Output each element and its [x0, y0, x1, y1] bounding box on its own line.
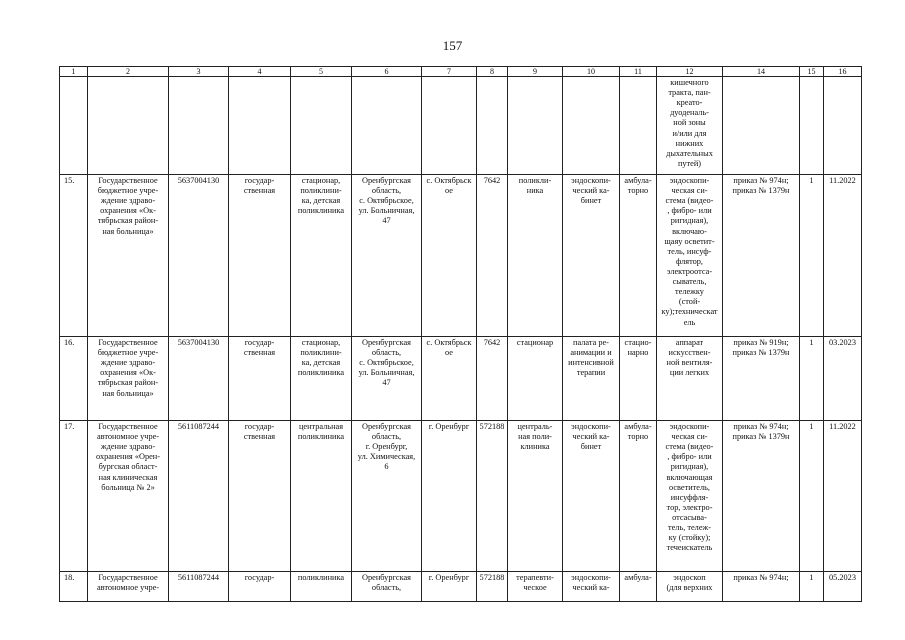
- table-cell: [88, 77, 169, 175]
- column-number: 6: [352, 67, 422, 77]
- table-cell: [563, 421, 620, 572]
- column-number: 9: [508, 67, 563, 77]
- cell-text: кишечного тракта, пан- креато- дуоденаль- ной зоны и/или для нижних дыхательных путей): [666, 78, 713, 168]
- table-cell: [229, 77, 291, 175]
- table-row: [60, 175, 862, 337]
- cell-text: 5611087244: [177, 573, 220, 582]
- table-cell: [229, 175, 291, 337]
- cell-text: эндоскопи- ческая си- стема (видео- , фибро- или ригидная), включаю- щаяу осветит- тель, инсуф- флятор, электроотса- сыватель, тележку (стой- ку);техническат ель: [661, 176, 718, 327]
- table-cell: [477, 337, 508, 421]
- table-cell: [508, 421, 563, 572]
- table-row: [60, 421, 862, 572]
- cell-text: 572188: [479, 422, 505, 431]
- table-cell: [477, 175, 508, 337]
- cell-text: стационар, поликлини- ка, детская поликлиника: [297, 176, 345, 216]
- column-number: 4: [229, 67, 291, 77]
- cell-text: амбула- торно: [624, 176, 652, 196]
- table-cell: [229, 421, 291, 572]
- column-number: 5: [291, 67, 352, 77]
- table-cell: [352, 77, 422, 175]
- table-cell: [824, 337, 862, 421]
- table-cell: [291, 337, 352, 421]
- table-cell: [620, 572, 657, 602]
- table-cell: [620, 175, 657, 337]
- table-cell: [508, 337, 563, 421]
- cell-text: терапевти- ческое: [516, 573, 554, 593]
- table-cell: [352, 572, 422, 602]
- table-cell: [477, 77, 508, 175]
- cell-text: 03.2023: [829, 338, 856, 347]
- column-number: 7: [422, 67, 477, 77]
- cell-text: государ-: [244, 573, 275, 582]
- cell-text: стационар, поликлини- ка, детская поликлиника: [297, 338, 345, 378]
- cell-text: аппарат искусствен- ной вентиля- ции легких: [666, 338, 713, 378]
- table-cell: [169, 337, 229, 421]
- cell-text: Государственное бюджетное учре- ждение здраво- охранения «Ок- тябрьская район- ная больница»: [97, 176, 159, 236]
- cell-text: централь- ная поли- клиника: [517, 422, 553, 452]
- table-cell: [169, 77, 229, 175]
- table-cell: [422, 175, 477, 337]
- table-cell: [723, 77, 800, 175]
- table-cell: [657, 421, 723, 572]
- table-cell: [620, 77, 657, 175]
- cell-text: приказ № 974н;: [733, 573, 789, 582]
- table-cell: [723, 572, 800, 602]
- table-cell: [824, 175, 862, 337]
- column-number: 8: [477, 67, 508, 77]
- table-cell: [800, 421, 824, 572]
- cell-text: стационар: [516, 338, 554, 347]
- cell-text: 7642: [483, 338, 501, 347]
- column-number: 3: [169, 67, 229, 77]
- cell-text: эндоскоп (для верхних: [666, 573, 713, 593]
- column-number: 2: [88, 67, 169, 77]
- table-cell: [352, 421, 422, 572]
- cell-text: 05.2023: [829, 573, 856, 582]
- column-number: 14: [723, 67, 800, 77]
- table-cell: [824, 421, 862, 572]
- column-number: 11: [620, 67, 657, 77]
- table-cell: [422, 572, 477, 602]
- table-cell: [657, 175, 723, 337]
- cell-text: 11.2022: [829, 422, 856, 431]
- cell-text: 1: [809, 338, 814, 347]
- table-cell: [291, 421, 352, 572]
- cell-text: 572188: [479, 573, 505, 582]
- cell-text: Оренбургская область, г. Оренбург, ул. Химическая, 6: [357, 422, 416, 472]
- cell-text: эндоскопи- ческий ка- бинет: [571, 422, 611, 452]
- table-cell: [620, 337, 657, 421]
- cell-text: амбула- торно: [624, 422, 652, 442]
- cell-text: 17.: [64, 422, 75, 431]
- table-cell: [352, 337, 422, 421]
- table-cell: [563, 337, 620, 421]
- table-cell: [169, 572, 229, 602]
- table-cell: [169, 421, 229, 572]
- cell-text: 18.: [64, 573, 75, 582]
- page-number: 157: [442, 38, 463, 53]
- table-cell: [88, 175, 169, 337]
- cell-text: 5611087244: [177, 422, 220, 431]
- table-cell: [824, 572, 862, 602]
- cell-text: Государственное автономное учре- ждение здраво- охранения «Орен- бургская област- ная клиническая больница № 2»: [96, 422, 160, 492]
- cell-text: поликлиника: [297, 573, 345, 582]
- cell-text: эндоскопи- ческий ка- бинет: [571, 176, 611, 206]
- table-cell: [563, 175, 620, 337]
- column-number: 1: [60, 67, 88, 77]
- cell-text: стацио- нарно: [624, 338, 652, 358]
- table-cell: [723, 337, 800, 421]
- registry-table: [59, 66, 862, 602]
- table-row: [60, 337, 862, 421]
- cell-text: приказ № 919н; приказ № 1379н: [732, 338, 790, 358]
- table-cell: [657, 77, 723, 175]
- table-cell: [657, 337, 723, 421]
- table-cell: [60, 175, 88, 337]
- cell-text: амбула-: [624, 573, 652, 582]
- cell-text: приказ № 974н; приказ № 1379н: [732, 422, 790, 442]
- table-cell: [477, 421, 508, 572]
- table-cell: [60, 77, 88, 175]
- table-cell: [229, 337, 291, 421]
- cell-text: Оренбургская область, с. Октябрьское, ул. Больничная, 47: [358, 176, 415, 226]
- table-row: [60, 77, 862, 175]
- cell-text: 5637004130: [177, 176, 220, 185]
- cell-text: Государственное бюджетное учре- ждение здраво- охранения «Ок- тябрьская район- ная больница»: [97, 338, 159, 398]
- cell-text: 16.: [64, 338, 75, 347]
- cell-text: центральная поликлиника: [297, 422, 345, 442]
- table-cell: [60, 572, 88, 602]
- column-number-row: [60, 67, 862, 77]
- cell-text: 1: [809, 176, 814, 185]
- table-cell: [169, 175, 229, 337]
- cell-text: 11.2022: [829, 176, 856, 185]
- cell-text: 5637004130: [177, 338, 220, 347]
- table-cell: [508, 175, 563, 337]
- cell-text: палата ре- анимации и интенсивной терапии: [568, 338, 614, 378]
- table-cell: [800, 77, 824, 175]
- cell-text: приказ № 974н; приказ № 1379н: [732, 176, 790, 196]
- table-cell: [477, 572, 508, 602]
- table-cell: [563, 572, 620, 602]
- table-cell: [800, 572, 824, 602]
- table-cell: [800, 175, 824, 337]
- cell-text: с. Октябрьск ое: [426, 338, 472, 358]
- cell-text: Оренбургская область, с. Октябрьское, ул. Больничная, 47: [358, 338, 415, 388]
- table-cell: [88, 421, 169, 572]
- cell-text: 1: [809, 422, 814, 431]
- table-cell: [422, 337, 477, 421]
- cell-text: государ- ственная: [243, 176, 276, 196]
- cell-text: 1: [809, 573, 814, 582]
- table-cell: [88, 572, 169, 602]
- cell-text: 15.: [64, 176, 75, 185]
- table-cell: [508, 77, 563, 175]
- table-cell: [563, 77, 620, 175]
- table-cell: [422, 77, 477, 175]
- cell-text: эндоскопи- ческий ка-: [571, 573, 611, 593]
- column-number: 12: [657, 67, 723, 77]
- cell-text: поликли- ника: [518, 176, 552, 196]
- table-cell: [291, 77, 352, 175]
- table-cell: [291, 175, 352, 337]
- table-cell: [620, 421, 657, 572]
- table-cell: [291, 572, 352, 602]
- table-cell: [824, 77, 862, 175]
- table-cell: [60, 421, 88, 572]
- table-cell: [723, 421, 800, 572]
- cell-text: с. Октябрьск ое: [426, 176, 472, 196]
- cell-text: государ- ственная: [243, 338, 276, 358]
- cell-text: государ- ственная: [243, 422, 276, 442]
- table-cell: [60, 337, 88, 421]
- cell-text: г. Оренбург: [428, 422, 470, 431]
- cell-text: 7642: [483, 176, 501, 185]
- column-number: 10: [563, 67, 620, 77]
- table-cell: [88, 337, 169, 421]
- cell-text: Государственное автономное учре-: [96, 573, 160, 593]
- cell-text: г. Оренбург: [428, 573, 470, 582]
- table-cell: [352, 175, 422, 337]
- cell-text: Оренбургская область,: [362, 573, 411, 593]
- column-number: 15: [800, 67, 824, 77]
- cell-text: эндоскопи- ческая си- стема (видео- , фибро- или ригидная), включающая осветитель, инсуффля- тор, электро- отсасыва- тель, тележ- ку (стойку); течеискатель: [665, 422, 714, 553]
- table-cell: [800, 337, 824, 421]
- table-cell: [657, 572, 723, 602]
- table-cell: [229, 572, 291, 602]
- table-row: [60, 572, 862, 602]
- table-cell: [508, 572, 563, 602]
- table-cell: [422, 421, 477, 572]
- column-number: 16: [824, 67, 862, 77]
- table-cell: [723, 175, 800, 337]
